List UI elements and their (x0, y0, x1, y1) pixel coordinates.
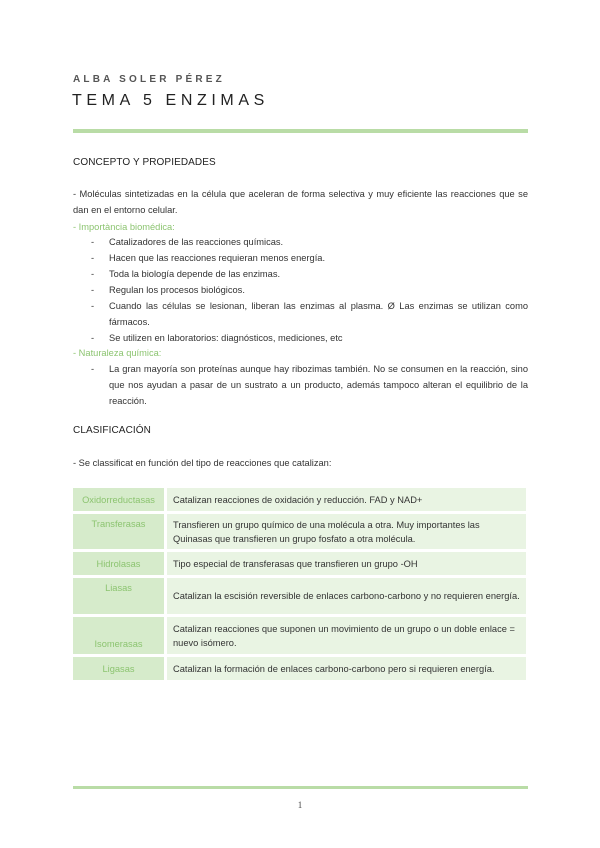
enzyme-class-name: Transferasas (73, 514, 167, 552)
table-row (73, 617, 526, 657)
table-row (73, 488, 526, 514)
importance-label: - Importància biomédica: (73, 222, 175, 232)
enzyme-class-desc: Tipo especial de transferasas que transfieren un grupo -OH (167, 552, 526, 578)
enzyme-class-name: Ligasas (73, 657, 167, 683)
bottom-divider (73, 786, 528, 789)
list-item: - La gran mayoría son proteínas aunque hay ribozimas también. No se consumen en la reacción, sino que nos ayudan a pasar de un sustrato a un producto, además tampoco alteran el equilibrio de la reacción. (91, 364, 528, 406)
list-item: - Catalizadores de las reacciones químicas. (91, 237, 284, 247)
list-item: - Regulan los procesos biológicos. (91, 285, 245, 295)
classification-table (73, 488, 526, 683)
list-item: - Cuando las células se lesionan, liberan las enzimas al plasma. Ø Las enzimas se utilizan como fármacos. (91, 301, 528, 327)
enzyme-class-name: Hidrolasas (73, 552, 167, 578)
author-name: ALBA SOLER PÉREZ (73, 74, 225, 85)
enzyme-class-desc: Catalizan reacciones de oxidación y reducción. FAD y NAD+ (167, 488, 526, 514)
classification-intro: - Se classificat en función del tipo de reacciones que catalizan: (73, 458, 332, 468)
table-row (73, 578, 526, 617)
concept-intro: - Moléculas sintetizadas en la célula que aceleran de forma selectiva y muy eficiente las reacciones que se dan en el entorno celular. (73, 189, 528, 215)
page-title: TEMA 5 ENZIMAS (72, 92, 269, 109)
section-heading-classification: CLASIFICACIÓN (73, 425, 151, 436)
enzyme-class-name: Isomerasas (73, 617, 167, 657)
enzyme-class-desc: Catalizan reacciones que suponen un movimiento de un grupo o un doble enlace = nuevo isómero. (167, 617, 526, 657)
top-divider (73, 129, 528, 133)
nature-label: - Naturaleza química: (73, 348, 162, 358)
enzyme-class-desc: Catalizan la formación de enlaces carbono-carbono pero si requieren energía. (167, 657, 526, 683)
list-item: - Se utilizen en laboratorios: diagnósticos, mediciones, etc (91, 333, 343, 343)
importance-list (73, 234, 528, 346)
table-row (73, 657, 526, 683)
section-heading-concept: CONCEPTO Y PROPIEDADES (73, 157, 216, 168)
enzyme-class-name: Liasas (73, 578, 167, 617)
list-item: - Toda la biología depende de las enzimas. (91, 269, 281, 279)
nature-list (73, 361, 528, 409)
table-row (73, 514, 526, 552)
enzyme-class-desc: Transfieren un grupo químico de una molécula a otra. Muy importantes las Quinasas que transfieren un grupo fosfato a otra molécula. (167, 514, 526, 552)
list-item: - Hacen que las reacciones requieran menos energía. (91, 253, 326, 263)
page-number: 1 (297, 800, 303, 810)
enzyme-class-name: Oxidorreductasas (73, 488, 167, 514)
table-row (73, 552, 526, 578)
enzyme-class-desc: Catalizan la escisión reversible de enlaces carbono-carbono y no requieren energía. (167, 578, 526, 617)
